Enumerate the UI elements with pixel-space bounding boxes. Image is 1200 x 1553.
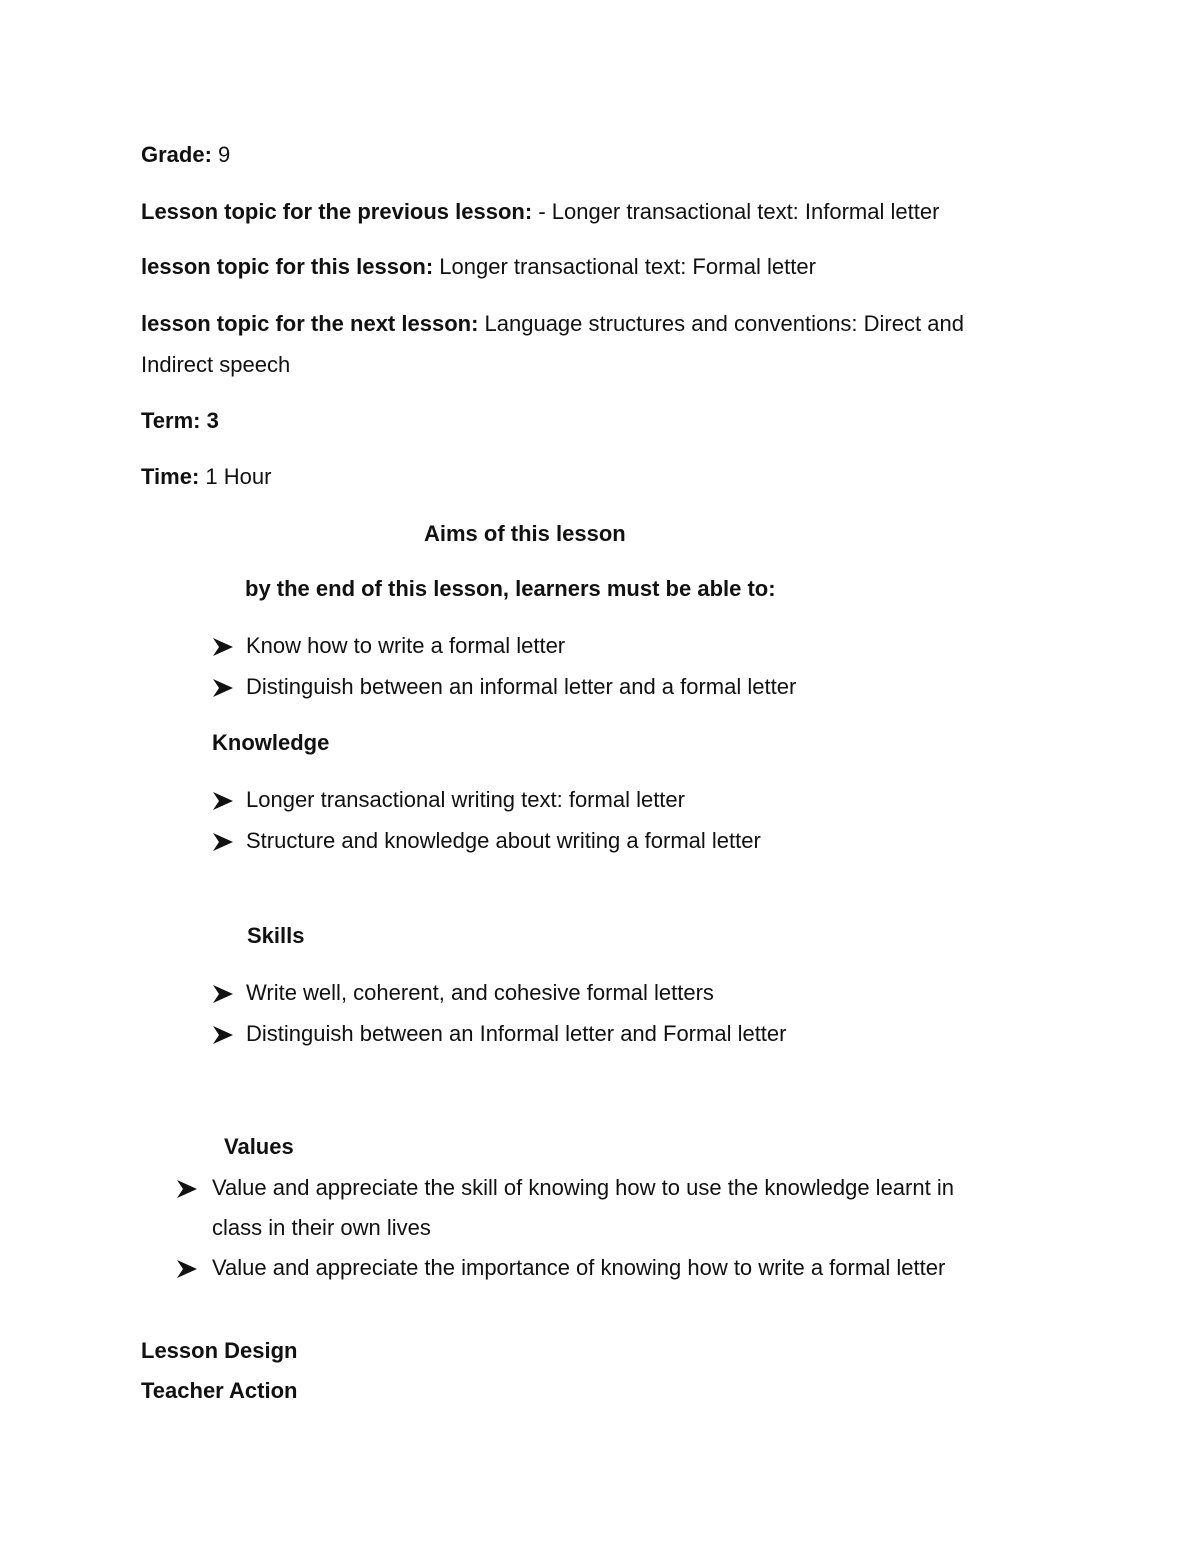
grade-line [141,141,230,169]
arrowhead-bullet-icon [212,832,234,852]
knowledge-item: Longer transactional writing text: formal letter [246,787,685,812]
values-item: Value and appreciate the skill of knowing how to use the knowledge learnt in [212,1175,954,1200]
arrowhead-bullet-icon [176,1259,198,1279]
time-label: Time: [141,464,200,489]
previous-lesson-line [141,198,939,226]
knowledge-item: Structure and knowledge about writing a formal letter [246,828,761,853]
aims-intro: by the end of this lesson, learners must be able to: [245,576,776,601]
skills-item: Write well, coherent, and cohesive formal letters [246,980,714,1005]
arrowhead-bullet-icon [176,1179,198,1199]
values-heading: Values [224,1134,294,1159]
next-lesson-continuation: Indirect speech [141,352,291,377]
arrowhead-bullet-icon [212,1025,234,1045]
values-item: Value and appreciate the importance of knowing how to write a formal letter [212,1255,946,1280]
term-line [141,407,219,435]
grade-value: 9 [218,142,231,167]
arrowhead-bullet-icon [212,637,234,657]
values-item-continuation: class in their own lives [212,1215,431,1240]
term-label: Term: [141,408,201,433]
arrowhead-bullet-icon [212,678,234,698]
time-line [141,463,271,491]
next-lesson-line [141,310,964,338]
aims-heading: Aims of this lesson [424,521,626,546]
aims-item: Know how to write a formal letter [246,633,566,658]
lesson-design-heading: Lesson Design [141,1338,298,1363]
this-lesson-label: lesson topic for this lesson: [141,254,434,279]
arrowhead-bullet-icon [212,791,234,811]
this-lesson-value: Longer transactional text: Formal letter [439,254,816,279]
next-lesson-label: lesson topic for the next lesson: [141,311,479,336]
teacher-action-heading: Teacher Action [141,1378,298,1403]
this-lesson-line [141,253,816,281]
skills-item: Distinguish between an Informal letter and Formal letter [246,1021,787,1046]
knowledge-heading: Knowledge [212,730,330,755]
time-value: 1 Hour [205,464,272,489]
previous-lesson-label: Lesson topic for the previous lesson: [141,199,533,224]
grade-label: Grade: [141,142,212,167]
aims-item: Distinguish between an informal letter and a formal letter [246,674,797,699]
arrowhead-bullet-icon [212,984,234,1004]
previous-lesson-value: - Longer transactional text: Informal letter [538,199,940,224]
term-value: 3 [206,408,219,433]
next-lesson-value: Language structures and conventions: Direct and [484,311,964,336]
skills-heading: Skills [247,923,305,948]
